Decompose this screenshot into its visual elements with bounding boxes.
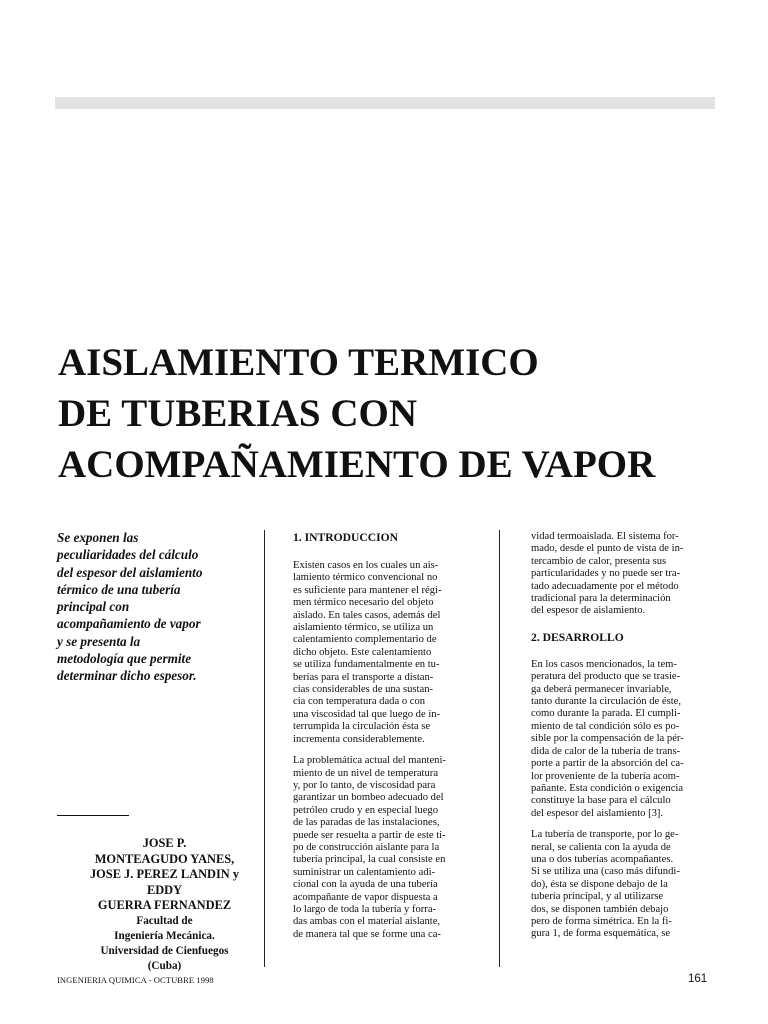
text-line: se utiliza fundamentalmente en tu- <box>293 659 440 671</box>
affiliation-line: Universidad de Cienfuegos <box>100 944 229 957</box>
page-number: 161 <box>688 973 708 985</box>
author-line: MONTEAGUDO YANES, <box>94 851 235 866</box>
affiliation-line: Facultad de <box>136 914 193 927</box>
text-line: En los casos mencionados, la tem- <box>531 658 677 670</box>
abstract-line: térmico de una tubería <box>57 581 181 597</box>
text-line: tercambio de calor, presenta sus <box>531 555 667 567</box>
text-line: dida de calor de la tubería de trans- <box>531 745 681 757</box>
affiliation-line: Ingeniería Mecánica. <box>114 929 215 942</box>
title-line: AISLAMIENTO TERMICO <box>58 341 539 384</box>
text-line: Existen casos en los cuales un ais- <box>293 560 439 571</box>
column-divider <box>499 530 500 967</box>
text-line: calentamiento complementario de <box>293 634 437 646</box>
abstract-line: y se presenta la <box>57 633 141 649</box>
text-line: de las paradas de las instalaciones, <box>293 817 440 829</box>
paragraph <box>531 659 713 820</box>
text-line: neral, se calienta con la ayuda de <box>531 841 671 853</box>
title-line: DE TUBERIAS CON <box>58 392 418 435</box>
text-line: sible por la compensación de la pér- <box>531 733 684 745</box>
text-line: lo largo de toda la tubería y forra- <box>293 903 437 915</box>
text-line: dicho objeto. Este calentamiento <box>293 646 432 658</box>
text-line: po de construcción aislante para la <box>293 841 440 853</box>
text-line: ga deberá permanecer invariable, <box>531 683 672 695</box>
author-line: GUERRA FERNANDEZ <box>97 898 232 913</box>
text-line: La problemática actual del manteni- <box>293 755 446 767</box>
text-line: lor proveniente de la tubería acom- <box>531 770 680 782</box>
author-block <box>57 836 272 974</box>
text-line: men térmico necesario del objeto <box>293 597 434 609</box>
text-line: peratura del producto que se trasie- <box>531 671 681 683</box>
text-line: una o dos tuberías acompañantes. <box>531 853 674 865</box>
text-line: lamiento térmico convencional no <box>293 572 438 584</box>
text-line: petróleo crudo y en especial luego <box>293 804 439 816</box>
text-line: das ambas con el material aislante, <box>293 916 441 928</box>
text-line: do), ésta se dispone debajo de la <box>531 878 668 890</box>
affiliation <box>57 914 272 974</box>
text-line: pañante. Esta condición o exigencia <box>531 782 684 794</box>
abstract-line: determinar dicho espesor. <box>57 668 197 684</box>
text-line: tradicional para la determinación <box>531 593 671 605</box>
author-line: JOSE J. PEREZ LANDIN y <box>89 867 240 882</box>
text-line: cias considerables de una sustan- <box>293 684 434 696</box>
title-line: ACOMPAÑAMIENTO DE VAPOR <box>58 443 656 486</box>
text-line: acompañante de vapor dispuesta a <box>293 891 438 903</box>
text-line: constituye la base para el cálculo <box>531 795 671 807</box>
paragraph <box>531 531 713 618</box>
text-line: aislado. En tales casos, además del <box>293 609 441 621</box>
article-title <box>58 337 738 490</box>
affiliation-line: (Cuba) <box>147 959 182 972</box>
text-line: como durante la parada. El cumpli- <box>531 708 681 720</box>
text-line: Si se utiliza una (caso más difundi- <box>531 866 680 878</box>
text-line: berías para el transporte a distan- <box>293 671 434 683</box>
text-line: y, por lo tanto, de viscosidad para <box>293 779 436 791</box>
text-line: del espesor de aislamiento. <box>531 605 646 617</box>
text-line: de manera tal que se forme una ca- <box>293 928 441 940</box>
section-heading: 2. DESARROLLO <box>531 630 624 644</box>
column-divider <box>264 530 265 967</box>
text-line: porte a partir de la absorción del ca- <box>531 758 684 770</box>
abstract-line: principal con <box>57 599 130 615</box>
text-line: es suficiente para mantener el régi- <box>293 584 442 596</box>
text-line: mado, desde el punto de vista de in- <box>531 543 684 555</box>
text-line: incrementa considerablemente. <box>293 733 425 745</box>
text-line: cional con la ayuda de una tubería <box>293 879 438 891</box>
column-desarrollo <box>531 531 713 941</box>
text-line: La tubería de transporte, por lo ge- <box>531 829 679 841</box>
abstract-line: peculiaridades del cálculo <box>57 547 199 563</box>
text-line: dos, se disponen también debajo <box>531 903 669 915</box>
text-line: garantizar un bombeo adecuado del <box>293 792 444 804</box>
author-divider <box>57 815 129 816</box>
paragraph <box>293 560 475 746</box>
paragraph <box>531 829 713 941</box>
author-line: EDDY <box>146 882 183 897</box>
section-heading: 1. INTRODUCCION <box>293 531 398 544</box>
text-line: aislamiento térmico, se utiliza un <box>293 622 434 634</box>
abstract-line: del espesor del aislamiento <box>57 564 203 580</box>
column-introduccion <box>293 531 475 941</box>
text-line: del espesor del aislamiento [3]. <box>531 807 664 819</box>
abstract-line: acompañamiento de vapor <box>57 616 201 632</box>
header-bar <box>55 97 715 109</box>
text-line: miento de tal condición sólo es po- <box>531 720 680 732</box>
abstract-line: metodología que permite <box>57 651 192 667</box>
text-line: tubería principal, y al utilizarse <box>531 891 664 903</box>
text-line: suministrar un calentamiento adi- <box>293 866 436 878</box>
author-line: JOSE P. <box>142 836 187 850</box>
text-line: gura 1, de forma esquemática, se <box>531 928 671 940</box>
abstract-line: Se exponen las <box>57 530 139 545</box>
text-line: vidad termoaislada. El sistema for- <box>531 531 679 542</box>
paragraph <box>293 755 475 941</box>
text-line: particularidades y no puede ser tra- <box>531 568 681 580</box>
abstract <box>57 529 262 685</box>
text-line: tubería principal, la cual consiste en <box>293 854 446 866</box>
text-line: terrumpida la circulación ésta se <box>293 721 431 733</box>
text-line: tado adecuadamente por el método <box>531 580 679 592</box>
text-line: puede ser resuelta a partir de este ti- <box>293 829 446 841</box>
text-line: una viscosidad tal que luego de in- <box>293 708 441 720</box>
text-line: miento de un nivel de temperatura <box>293 767 439 779</box>
text-line: pero de forma simétrica. En la fi- <box>531 915 672 927</box>
journal-footer: INGENIERIA QUIMICA - OCTUBRE 1998 <box>57 975 214 985</box>
text-line: tanto durante la circulación de éste, <box>531 696 682 708</box>
text-line: cia con temperatura dada o con <box>293 696 426 708</box>
